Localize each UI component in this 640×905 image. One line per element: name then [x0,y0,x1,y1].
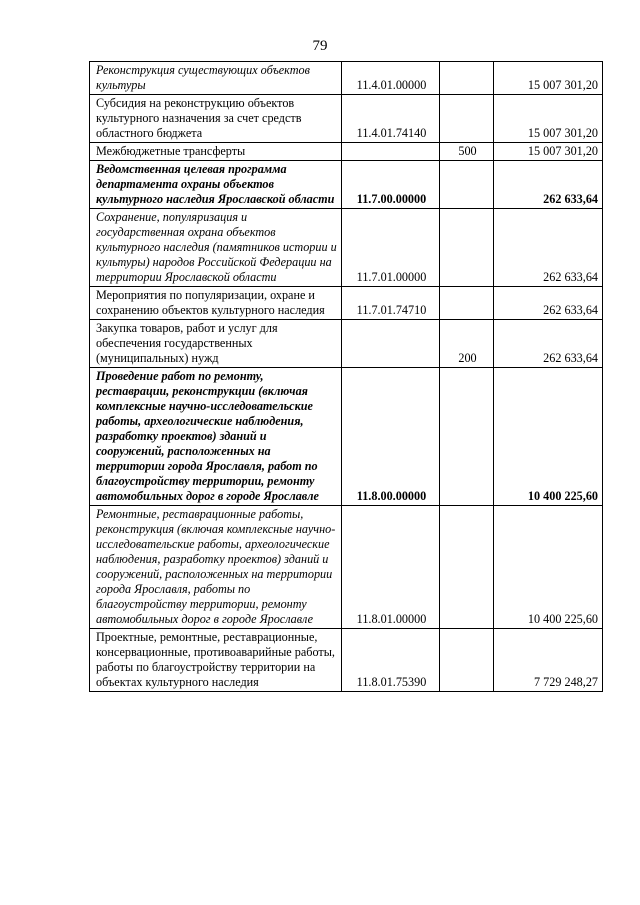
row-code: 11.7.01.00000 [342,209,440,287]
row-code: 11.8.01.75390 [342,629,440,692]
table-row [90,506,603,629]
row-code: 11.8.00.00000 [342,368,440,506]
row-expense-type: 200 [440,320,494,368]
row-expense-type [440,161,494,209]
row-name: Проектные, ремонтные, реставрационные, консервационные, противоаварийные работы, работы по благоустройству территории на объектах культурного наследия [90,629,342,692]
row-name: Субсидия на реконструкцию объектов культурного назначения за счет средств областного бюджета [90,95,342,143]
row-name: Закупка товаров, работ и услуг для обеспечения государственных (муниципальных) нужд [90,320,342,368]
row-amount: 15 007 301,20 [494,95,603,143]
row-amount: 262 633,64 [494,287,603,320]
row-amount: 262 633,64 [494,161,603,209]
row-name: Межбюджетные трансферты [90,143,342,161]
table-row [90,320,603,368]
table-row [90,209,603,287]
table-row [90,143,603,161]
row-code: 11.7.00.00000 [342,161,440,209]
row-amount: 7 729 248,27 [494,629,603,692]
row-expense-type: 500 [440,143,494,161]
row-amount: 10 400 225,60 [494,368,603,506]
row-code: 11.4.01.74140 [342,95,440,143]
row-name: Проведение работ по ремонту, реставрации, реконструкции (включая комплексные научно-исследовательские работы, археологические наблюдения, разработку проектов) зданий и сооружений, расположенных на территории города Ярославля, работ по благоустройству территории, ремонту автомобильных дорог в городе Ярославле [90,368,342,506]
budget-table [89,61,603,692]
table-row [90,629,603,692]
row-expense-type [440,506,494,629]
row-amount: 262 633,64 [494,209,603,287]
row-expense-type [440,629,494,692]
row-expense-type [440,95,494,143]
row-code: 11.8.01.00000 [342,506,440,629]
row-amount: 15 007 301,20 [494,143,603,161]
page-number: 79 [312,38,328,54]
row-amount: 15 007 301,20 [494,62,603,95]
table-row [90,287,603,320]
row-name: Мероприятия по популяризации, охране и сохранению объектов культурного наследия [90,287,342,320]
table-row [90,368,603,506]
table-row [90,62,603,95]
row-amount: 262 633,64 [494,320,603,368]
table-row [90,95,603,143]
row-name: Реконструкция существующих объектов культуры [90,62,342,95]
row-name: Сохранение, популяризация и государственная охрана объектов культурного наследия (памятников истории и культуры) народов Российской Федерации на территории Ярославской области [90,209,342,287]
row-expense-type [440,209,494,287]
row-name: Ремонтные, реставрационные работы, реконструкция (включая комплексные научно-исследовательские работы, археологические наблюдения, разработку проектов) зданий и сооружений, расположенных на территории города Ярославля, работы по благоустройству территории, ремонту автомобильных дорог в городе Ярославле [90,506,342,629]
row-code: 11.4.01.00000 [342,62,440,95]
row-code: 11.7.01.74710 [342,287,440,320]
row-expense-type [440,62,494,95]
row-code [342,143,440,161]
row-expense-type [440,287,494,320]
table-row [90,161,603,209]
row-amount: 10 400 225,60 [494,506,603,629]
row-name: Ведомственная целевая программа департамента охраны объектов культурного наследия Ярославской области [90,161,342,209]
row-expense-type [440,368,494,506]
row-code [342,320,440,368]
